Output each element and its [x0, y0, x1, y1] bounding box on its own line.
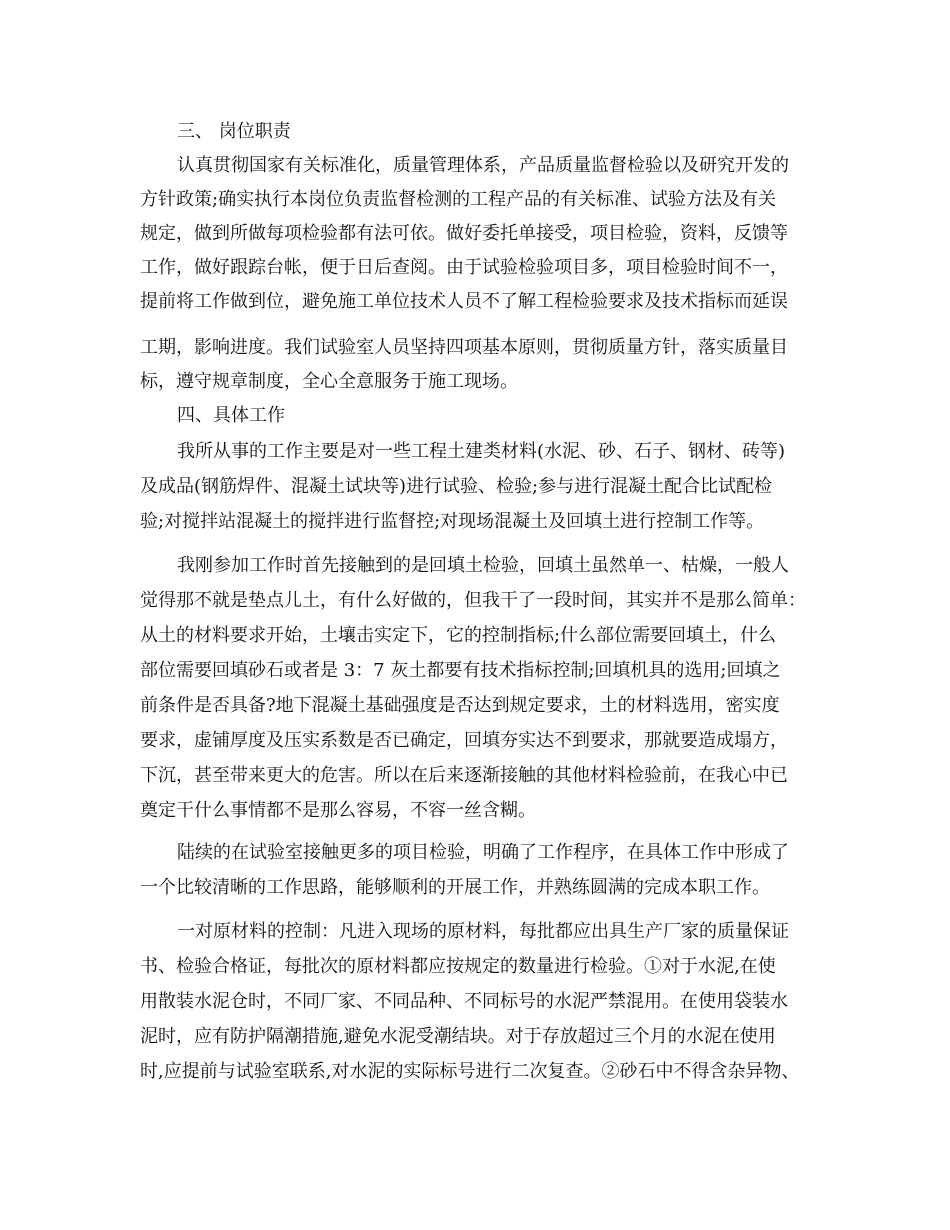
- paragraph-line: 下沉，甚至带来更大的危害。所以在后来逐渐接触的其他材料检验前，在我心中已: [140, 765, 788, 786]
- paragraph-line: 书、检验合格证，每批次的原材料都应按规定的数量进行检验。①对于水泥,在使: [140, 956, 776, 977]
- paragraph-line: 奠定干什么事情都不是那么容易，不容一丝含糊。: [140, 800, 536, 821]
- paragraph-line: 前条件是否具备?地下混凝土基础强度是否达到规定要求，土的材料选用，密实度: [140, 695, 780, 716]
- paragraph-line: 规定，做到所做每项检验都有法可依。做好委托单接受，项目检验，资料，反馈等: [140, 223, 788, 244]
- paragraph-line: 觉得那不就是垫点儿土，有什么好做的，但我干了一段时间，其实并不是那么简单：: [140, 590, 806, 611]
- paragraph-line: 陆续的在试验室接触更多的项目检验，明确了工作程序，在具体工作中形成了: [177, 842, 789, 863]
- paragraph-line: 要求，虚铺厚度及压实系数是否已确定，回填夯实达不到要求，那就要造成塌方，: [140, 730, 788, 751]
- paragraph-line: 工期，影响进度。我们试验室人员坚持四项基本原则，贯彻质量方针，落实质量目: [140, 337, 788, 358]
- paragraph-line: 一个比较清晰的工作思路，能够顺利的开展工作，并熟练圆满的完成本职工作。: [140, 877, 770, 898]
- paragraph-line: 认真贯彻国家有关标准化，质量管理体系，产品质量监督检验以及研究开发的: [177, 155, 789, 176]
- paragraph-line: 验;对搅拌站混凝土的搅拌进行监督控;对现场混凝土及回填土进行控制工作等。: [140, 511, 765, 532]
- paragraph-line: 工作，做好跟踪台帐，便于日后查阅。由于试验检验项目多，项目检验时间不一，: [140, 257, 788, 278]
- paragraph-line: 用散装水泥仓时，不同厂家、不同品种、不同标号的水泥严禁混用。在使用袋装水: [140, 991, 788, 1012]
- paragraph-line: 我刚参加工作时首先接触到的是回填土检验，回填土虽然单一、枯燥，一般人: [177, 555, 789, 576]
- paragraph-line: 标，遵守规章制度，全心全意服务于施工现场。: [140, 371, 518, 392]
- paragraph-line: 方针政策;确实执行本岗位负责监督检测的工程产品的有关标准、试验方法及有关: [140, 189, 777, 210]
- paragraph-line: 及成品(钢筋焊件、混凝土试块等)进行试验、检验;参与进行混凝土配合比试配检: [140, 476, 773, 497]
- paragraph-line: 时,应提前与试验室联系,对水泥的实际标号进行二次复查。②砂石中不得含杂异物、: [140, 1061, 800, 1082]
- paragraph-line: 一对原材料的控制：凡进入现场的原材料，每批都应出具生产厂家的质量保证: [177, 921, 789, 942]
- paragraph-line: 泥时，应有防护隔潮措施,避免水泥受潮结块。对于存放超过三个月的水泥在使用: [140, 1026, 776, 1047]
- paragraph-line: 我所从事的工作主要是对一些工程土建类材料(水泥、砂、石子、钢材、砖等): [177, 441, 786, 462]
- section-heading: 四、具体工作: [177, 405, 285, 426]
- section-heading: 三、 岗位职责: [177, 121, 291, 142]
- paragraph-line: 部位需要回填砂石或者是 3：7 灰土都要有技术指标控制;回填机具的选用;回填之: [140, 660, 781, 681]
- paragraph-line: 提前将工作做到位，避免施工单位技术人员不了解工程检验要求及技术指标而延误: [140, 291, 788, 312]
- paragraph-line: 从土的材料要求开始，土壤击实定下，它的控制指标;什么部位需要回填土，什么: [140, 625, 777, 646]
